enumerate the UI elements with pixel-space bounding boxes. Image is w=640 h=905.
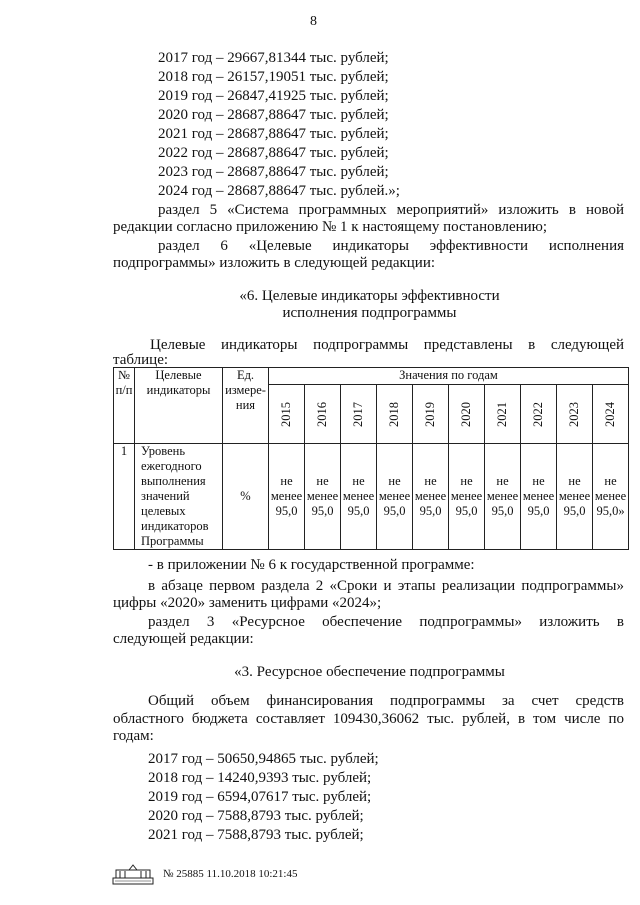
- paragraph-line: подпрограммы» изложить в следующей редакции:: [113, 255, 436, 271]
- cell-value: не менее 95,0: [305, 444, 341, 550]
- paragraph-line: раздел 5 «Система программных мероприятий» изложить в новой: [158, 202, 624, 218]
- table-row: [114, 444, 629, 550]
- paragraph-line: Целевые индикаторы подпрограммы представлены в следующей: [150, 337, 624, 353]
- paragraph-line: - в приложении № 6 к государственной программе:: [148, 557, 475, 573]
- cell-value: не менее 95,0: [485, 444, 521, 550]
- document-registration-stamp: № 25885 11.10.2018 10:21:45: [163, 868, 298, 880]
- cell-number: 1: [114, 444, 135, 550]
- year-header: 2016: [305, 385, 341, 444]
- year-line: 2017 год – 29667,81344 тыс. рублей;: [158, 50, 389, 66]
- section-title: исполнения подпрограммы: [282, 305, 457, 321]
- year-line: 2021 год – 7588,8793 тыс. рублей;: [148, 827, 364, 843]
- cell-value: не менее 95,0: [521, 444, 557, 550]
- paragraph-line: Общий объем финансирования подпрограммы за счет средств: [148, 693, 624, 709]
- year-line: 2017 год – 50650,94865 тыс. рублей;: [148, 751, 379, 767]
- year-line: 2020 год – 28687,88647 тыс. рублей;: [158, 107, 389, 123]
- col-header-number: № п/п: [114, 368, 135, 444]
- indicators-table: [113, 367, 629, 550]
- cell-indicator: Уровень ежегодного выполнения значений целевых индикаторов Программы: [135, 444, 223, 550]
- year-line: 2021 год – 28687,88647 тыс. рублей;: [158, 126, 389, 142]
- year-line: 2019 год – 6594,07617 тыс. рублей;: [148, 789, 372, 805]
- col-header-indicator: Целевые индикаторы: [135, 368, 223, 444]
- year-header: 2021: [485, 385, 521, 444]
- cell-value: не менее 95,0: [341, 444, 377, 550]
- year-header: 2019: [413, 385, 449, 444]
- year-header: 2022: [521, 385, 557, 444]
- paragraph-line: следующей редакции:: [113, 631, 254, 647]
- year-header: 2018: [377, 385, 413, 444]
- section-title: «3. Ресурсное обеспечение подпрограммы: [234, 664, 505, 680]
- year-line: 2020 год – 7588,8793 тыс. рублей;: [148, 808, 364, 824]
- year-line: 2023 год – 28687,88647 тыс. рублей;: [158, 164, 389, 180]
- year-header: 2024: [593, 385, 629, 444]
- year-line: 2018 год – 26157,19051 тыс. рублей;: [158, 69, 389, 85]
- building-stamp-icon: [112, 864, 154, 886]
- paragraph-line: в абзаце первом раздела 2 «Сроки и этапы реализации подпрограммы»: [148, 578, 624, 594]
- paragraph-line: раздел 6 «Целевые индикаторы эффективности исполнения: [158, 238, 624, 254]
- year-line: 2019 год – 26847,41925 тыс. рублей;: [158, 88, 389, 104]
- year-header: 2020: [449, 385, 485, 444]
- cell-value: не менее 95,0: [449, 444, 485, 550]
- year-line: 2022 год – 28687,88647 тыс. рублей;: [158, 145, 389, 161]
- cell-value: не менее 95,0: [557, 444, 593, 550]
- paragraph-line: раздел 3 «Ресурсное обеспечение подпрограммы» изложить в: [148, 614, 624, 630]
- year-line: 2024 год – 28687,88647 тыс. рублей.»;: [158, 183, 400, 199]
- paragraph-line: таблице:: [113, 352, 169, 368]
- section-title: «6. Целевые индикаторы эффективности: [239, 288, 500, 304]
- col-header-values: Значения по годам: [269, 368, 629, 385]
- year-line: 2018 год – 14240,9393 тыс. рублей;: [148, 770, 372, 786]
- cell-value: не менее 95,0»: [593, 444, 629, 550]
- col-header-unit: Ед. измере-ния: [223, 368, 269, 444]
- cell-value: не менее 95,0: [413, 444, 449, 550]
- cell-value: не менее 95,0: [269, 444, 305, 550]
- year-header: 2017: [341, 385, 377, 444]
- year-header: 2015: [269, 385, 305, 444]
- cell-unit: %: [223, 444, 269, 550]
- paragraph-line: редакции согласно приложению № 1 к настоящему постановлению;: [113, 219, 548, 235]
- year-header: 2023: [557, 385, 593, 444]
- paragraph-line: областного бюджета составляет 109430,36062 тыс. рублей, в том числе по: [113, 711, 624, 727]
- cell-value: не менее 95,0: [377, 444, 413, 550]
- paragraph-line: годам:: [113, 728, 154, 744]
- paragraph-line: цифры «2020» заменить цифрами «2024»;: [113, 595, 382, 611]
- page-number: 8: [310, 14, 317, 29]
